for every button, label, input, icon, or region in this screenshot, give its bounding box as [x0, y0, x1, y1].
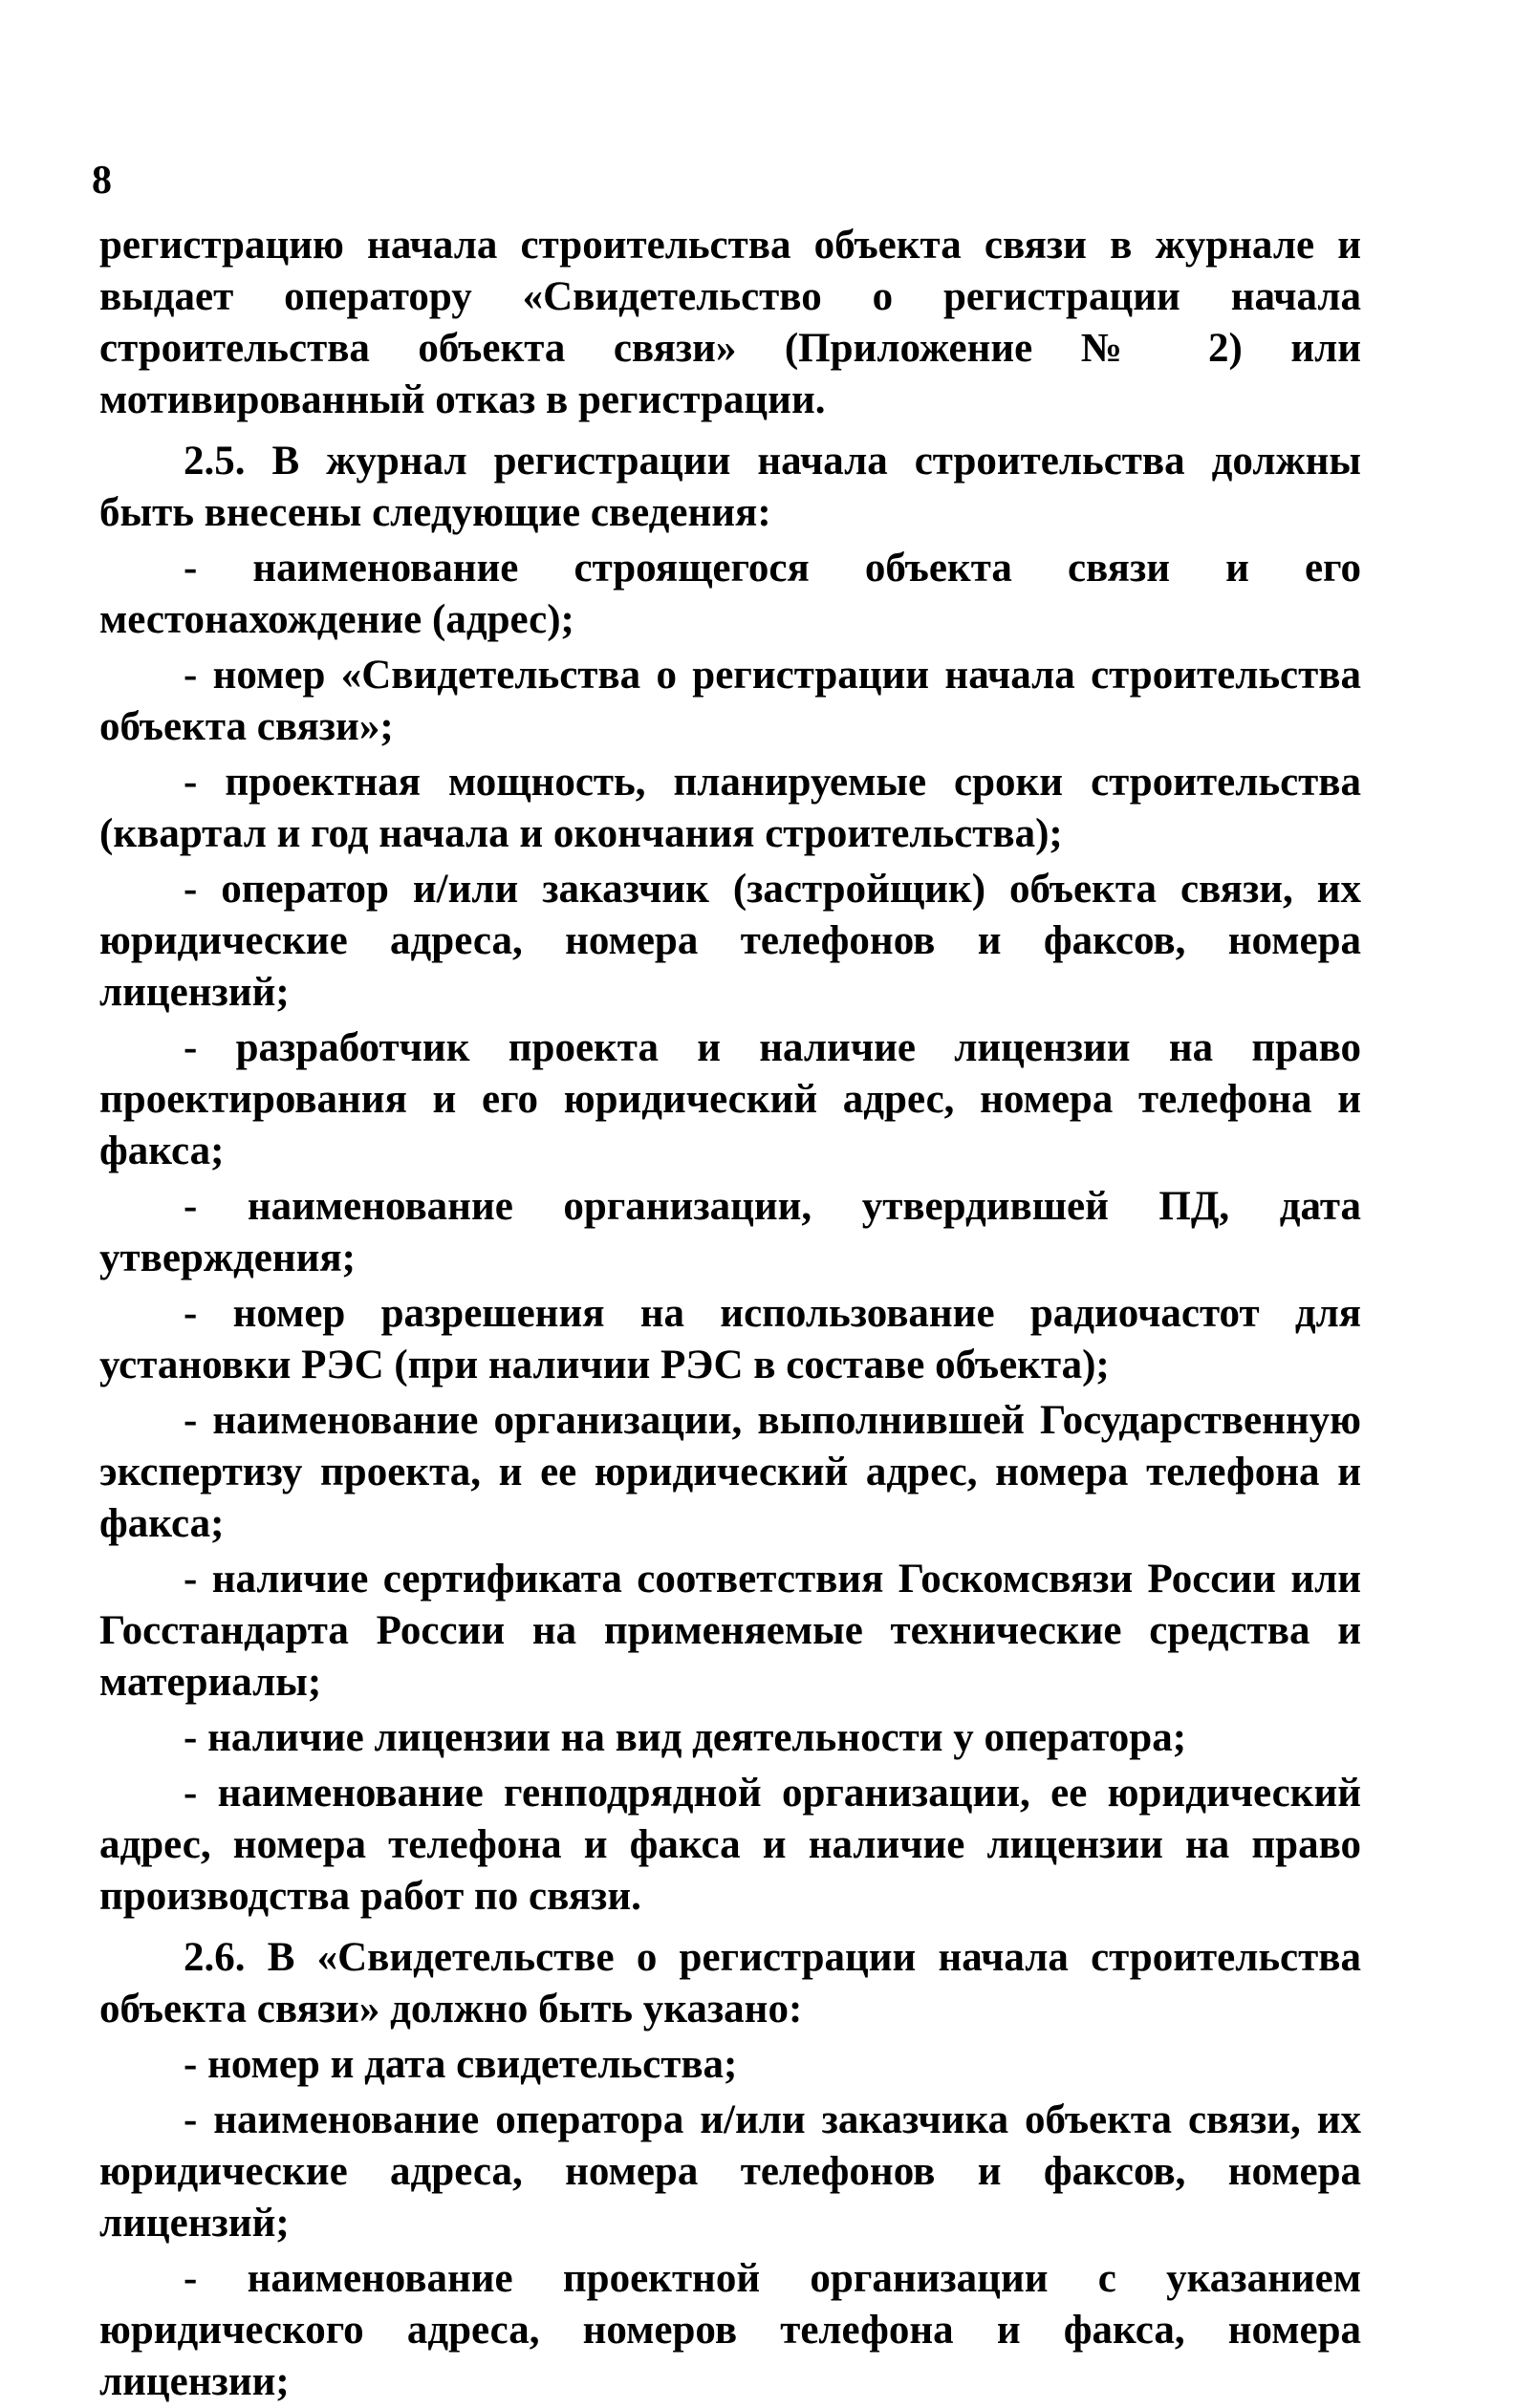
list-item: - номер «Свидетельства о регистрации начала строительства объекта связи»; [99, 653, 1361, 749]
list-item: - номер и дата свидетельства; [184, 2042, 738, 2087]
list-item: - наименование проектной организации с указанием юридического адреса, номеров телефона и факса, номера лицензии; [99, 2256, 1361, 2404]
list-item: - наименование генподрядной организации, ее юридический адрес, номера телефона и факса и наличие лицензии на право производства работ по связи. [99, 1771, 1361, 1919]
page-number: 8 [92, 159, 112, 203]
list-item: - наименование оператора и/или заказчика объекта связи, их юридические адреса, номера телефонов и факсов, номера лицензий; [99, 2097, 1361, 2246]
list-item: - проектная мощность, планируемые сроки строительства (квартал и год начала и окончания строительства); [99, 760, 1361, 856]
paragraph-continuation: регистрацию начала строительства объекта связи в журнале и выдает оператору «Свидетельство о регистрации начала строительства объекта связи» (Приложение № 2) или мотивированный отказ в регистрации. [99, 223, 1361, 422]
list-item: - разработчик проекта и наличие лицензии на право проектирования и его юридический адрес, номера телефона и факса; [99, 1025, 1361, 1173]
list-item: - оператор и/или заказчик (застройщик) объекта связи, их юридические адреса, номера телефонов и факсов, номера лицензий; [99, 867, 1361, 1015]
list-item: - наличие лицензии на вид деятельности у оператора; [184, 1715, 1187, 1760]
section-2-5-heading: 2.5. В журнал регистрации начала строительства должны быть внесены следующие сведения: [99, 439, 1361, 535]
document-body [99, 220, 1361, 2408]
list-item: - наличие сертификата соответствия Госкомсвязи России или Госстандарта России на применяемые технические средства и материалы; [99, 1557, 1361, 1705]
list-item: - номер разрешения на использование радиочастот для установки РЭС (при наличии РЭС в составе объекта); [99, 1291, 1361, 1387]
list-item: - наименование организации, утвердившей ПД, дата утверждения; [99, 1184, 1361, 1280]
list-item: - наименование строящегося объекта связи и его местонахождение (адрес); [99, 546, 1361, 642]
list-item: - наименование организации, выполнившей Государственную экспертизу проекта, и ее юридический адрес, номера телефона и факса; [99, 1398, 1361, 1546]
section-2-6-heading: 2.6. В «Свидетельстве о регистрации начала строительства объекта связи» должно быть указано: [99, 1935, 1361, 2032]
